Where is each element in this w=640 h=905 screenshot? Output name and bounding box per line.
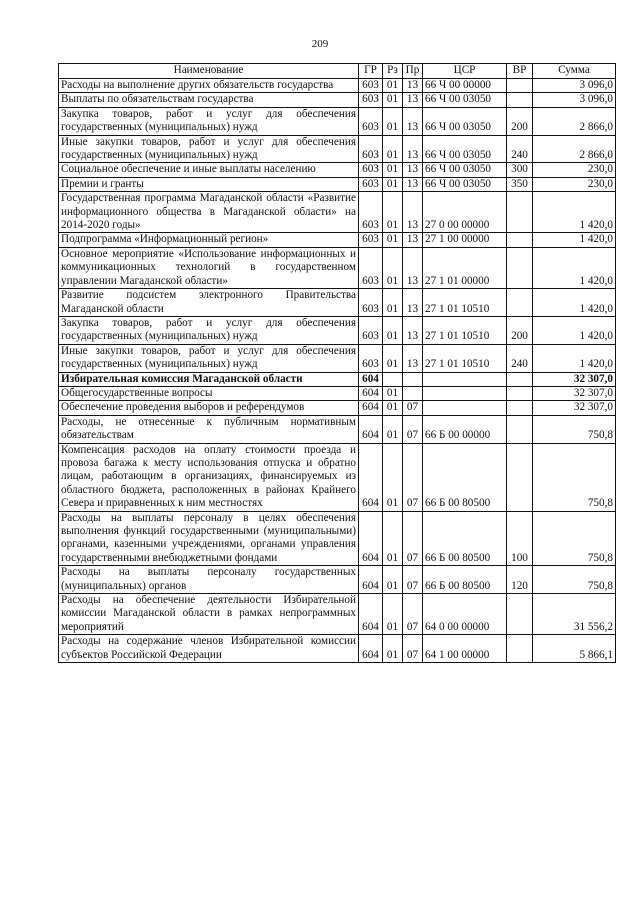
cell-rz: 01: [383, 566, 403, 594]
cell-gr: 603: [359, 192, 383, 233]
cell-gr: 604: [359, 386, 383, 400]
table-row: [59, 163, 616, 177]
cell-gr: 603: [359, 344, 383, 372]
table-row: [59, 289, 616, 317]
cell-name: Расходы на выплаты персоналу в целях обеспечения выполнения функций государственными (муниципальными) органами, казенными учреждениями, органами управления государственными внебюджетными фондами: [59, 511, 359, 566]
cell-rz: 01: [383, 135, 403, 163]
table-row: [59, 415, 616, 443]
cell-gr: 604: [359, 401, 383, 415]
cell-rz: 01: [383, 247, 403, 288]
cell-pr: 13: [403, 316, 423, 344]
cell-csr: 27 1 01 10510: [423, 344, 507, 372]
cell-vr: [507, 401, 533, 415]
cell-rz: 01: [383, 594, 403, 635]
cell-gr: 603: [359, 177, 383, 191]
cell-pr: 13: [403, 107, 423, 135]
cell-rz: 01: [383, 386, 403, 400]
cell-gr: 603: [359, 247, 383, 288]
cell-pr: 13: [403, 163, 423, 177]
table-row: [59, 177, 616, 191]
cell-csr: 66 Б 00 80500: [423, 511, 507, 566]
cell-sum: 5 866,1: [533, 635, 616, 663]
cell-pr: [403, 372, 423, 386]
cell-sum: 750,8: [533, 443, 616, 511]
cell-sum: 32 307,0: [533, 372, 616, 386]
cell-rz: 01: [383, 316, 403, 344]
cell-pr: 13: [403, 79, 423, 93]
cell-vr: 120: [507, 566, 533, 594]
cell-gr: 604: [359, 415, 383, 443]
header-rz: Рз: [383, 64, 403, 79]
table-row: [59, 93, 616, 107]
cell-name: Расходы на содержание членов Избирательной комиссии субъектов Российской Федерации: [59, 635, 359, 663]
cell-name: Иные закупки товаров, работ и услуг для обеспечения государственных (муниципальных) нужд: [59, 344, 359, 372]
cell-vr: [507, 443, 533, 511]
cell-pr: 07: [403, 594, 423, 635]
cell-csr: 66 Ч 00 03050: [423, 177, 507, 191]
cell-csr: 66 Ч 00 00000: [423, 79, 507, 93]
table-row: [59, 135, 616, 163]
cell-pr: 07: [403, 401, 423, 415]
cell-vr: [507, 79, 533, 93]
cell-csr: 66 Б 00 00000: [423, 415, 507, 443]
cell-rz: 01: [383, 401, 403, 415]
cell-vr: [507, 233, 533, 247]
table-row: [59, 233, 616, 247]
cell-rz: 01: [383, 289, 403, 317]
cell-csr: 66 Ч 00 03050: [423, 107, 507, 135]
cell-sum: 230,0: [533, 177, 616, 191]
cell-name: Расходы на выплаты персоналу государственных (муниципальных) органов: [59, 566, 359, 594]
table-row: [59, 443, 616, 511]
cell-name: Основное мероприятие «Использование информационных и коммуникационных технологий в государственном управлении Магаданской области»: [59, 247, 359, 288]
cell-csr: [423, 401, 507, 415]
cell-gr: 603: [359, 163, 383, 177]
cell-pr: 07: [403, 511, 423, 566]
cell-vr: [507, 247, 533, 288]
cell-gr: 603: [359, 93, 383, 107]
cell-pr: 13: [403, 344, 423, 372]
cell-gr: 603: [359, 79, 383, 93]
table-row: [59, 344, 616, 372]
cell-sum: 1 420,0: [533, 233, 616, 247]
cell-gr: 603: [359, 135, 383, 163]
cell-gr: 604: [359, 594, 383, 635]
cell-pr: 07: [403, 566, 423, 594]
header-sum: Сумма: [533, 64, 616, 79]
cell-csr: 27 1 00 00000: [423, 233, 507, 247]
cell-sum: 750,8: [533, 566, 616, 594]
cell-csr: 27 1 01 00000: [423, 247, 507, 288]
table-row: [59, 635, 616, 663]
table-row: [59, 192, 616, 233]
cell-vr: [507, 93, 533, 107]
cell-rz: 01: [383, 635, 403, 663]
cell-pr: 07: [403, 635, 423, 663]
cell-name: Расходы на обеспечение деятельности Избирательной комиссии Магаданской области в рамках непрограммных мероприятий: [59, 594, 359, 635]
cell-csr: 66 Ч 00 03050: [423, 163, 507, 177]
table-row: [59, 372, 616, 386]
cell-pr: 13: [403, 177, 423, 191]
cell-rz: 01: [383, 344, 403, 372]
cell-rz: 01: [383, 177, 403, 191]
cell-name: Государственная программа Магаданской области «Развитие информационного общества в Магаданской области» на 2014-2020 годы»: [59, 192, 359, 233]
cell-vr: 100: [507, 511, 533, 566]
table-row: [59, 594, 616, 635]
cell-gr: 604: [359, 443, 383, 511]
cell-rz: 01: [383, 107, 403, 135]
cell-rz: 01: [383, 233, 403, 247]
cell-sum: 1 420,0: [533, 316, 616, 344]
cell-name: Избирательная комиссия Магаданской области: [59, 372, 359, 386]
cell-csr: 66 Б 00 80500: [423, 566, 507, 594]
cell-vr: [507, 635, 533, 663]
cell-pr: 13: [403, 192, 423, 233]
cell-sum: 1 420,0: [533, 344, 616, 372]
cell-csr: 27 0 00 00000: [423, 192, 507, 233]
cell-name: Социальное обеспечение и иные выплаты населению: [59, 163, 359, 177]
budget-table: [58, 63, 616, 663]
cell-gr: 603: [359, 316, 383, 344]
cell-vr: 300: [507, 163, 533, 177]
cell-sum: 2 866,0: [533, 107, 616, 135]
cell-vr: [507, 372, 533, 386]
header-gr: ГР: [359, 64, 383, 79]
cell-vr: [507, 289, 533, 317]
cell-vr: 240: [507, 135, 533, 163]
cell-csr: 27 1 01 10510: [423, 289, 507, 317]
table-row: [59, 386, 616, 400]
cell-sum: 3 096,0: [533, 93, 616, 107]
cell-csr: [423, 386, 507, 400]
cell-csr: 66 Б 00 80500: [423, 443, 507, 511]
cell-name: Закупка товаров, работ и услуг для обеспечения государственных (муниципальных) нужд: [59, 316, 359, 344]
cell-csr: [423, 372, 507, 386]
cell-vr: 200: [507, 107, 533, 135]
cell-gr: 604: [359, 635, 383, 663]
cell-name: Выплаты по обязательствам государства: [59, 93, 359, 107]
cell-vr: 240: [507, 344, 533, 372]
cell-name: Общегосударственные вопросы: [59, 386, 359, 400]
cell-gr: 604: [359, 511, 383, 566]
cell-name: Подпрограмма «Информационный регион»: [59, 233, 359, 247]
table-row: [59, 107, 616, 135]
cell-sum: 32 307,0: [533, 401, 616, 415]
cell-rz: 01: [383, 443, 403, 511]
cell-pr: 07: [403, 415, 423, 443]
cell-rz: 01: [383, 163, 403, 177]
cell-rz: 01: [383, 192, 403, 233]
cell-rz: 01: [383, 93, 403, 107]
cell-pr: 07: [403, 443, 423, 511]
table-header-row: [59, 64, 616, 79]
cell-rz: 01: [383, 511, 403, 566]
cell-name: Иные закупки товаров, работ и услуг для обеспечения государственных (муниципальных) нужд: [59, 135, 359, 163]
cell-gr: 604: [359, 372, 383, 386]
page-number: 209: [311, 38, 329, 50]
cell-name: Закупка товаров, работ и услуг для обеспечения государственных (муниципальных) нужд: [59, 107, 359, 135]
cell-sum: 31 556,2: [533, 594, 616, 635]
cell-pr: 13: [403, 289, 423, 317]
table-row: [59, 79, 616, 93]
cell-rz: 01: [383, 415, 403, 443]
cell-name: Расходы на выполнение других обязательств государства: [59, 79, 359, 93]
cell-sum: 230,0: [533, 163, 616, 177]
cell-sum: 750,8: [533, 511, 616, 566]
table-row: [59, 247, 616, 288]
cell-pr: 13: [403, 233, 423, 247]
cell-pr: 13: [403, 135, 423, 163]
cell-sum: 1 420,0: [533, 289, 616, 317]
cell-name: Расходы, не отнесенные к публичным нормативным обязательствам: [59, 415, 359, 443]
cell-rz: 01: [383, 79, 403, 93]
cell-sum: 2 866,0: [533, 135, 616, 163]
cell-sum: 1 420,0: [533, 247, 616, 288]
cell-gr: 603: [359, 289, 383, 317]
cell-vr: 350: [507, 177, 533, 191]
cell-sum: 3 096,0: [533, 79, 616, 93]
table-row: [59, 566, 616, 594]
header-pr: Пр: [403, 64, 423, 79]
cell-csr: 64 0 00 00000: [423, 594, 507, 635]
cell-name: Развитие подсистем электронного Правительства Магаданской области: [59, 289, 359, 317]
cell-sum: 750,8: [533, 415, 616, 443]
cell-vr: [507, 594, 533, 635]
cell-sum: 1 420,0: [533, 192, 616, 233]
cell-name: Компенсация расходов на оплату стоимости проезда и провоза багажа к месту использования отпуска и обратно лицам, работающим в организациях, финансируемых из областного бюджета, расположенных в районах Крайнего Севера и приравненных к ним местностях: [59, 443, 359, 511]
cell-gr: 604: [359, 566, 383, 594]
header-csr: ЦСР: [423, 64, 507, 79]
cell-vr: [507, 386, 533, 400]
table-row: [59, 511, 616, 566]
cell-vr: [507, 415, 533, 443]
cell-name: Обеспечение проведения выборов и референдумов: [59, 401, 359, 415]
cell-pr: 13: [403, 93, 423, 107]
cell-name: Премии и гранты: [59, 177, 359, 191]
cell-vr: [507, 192, 533, 233]
cell-csr: 27 1 01 10510: [423, 316, 507, 344]
cell-gr: 603: [359, 233, 383, 247]
header-name: Наименование: [59, 64, 359, 79]
cell-csr: 64 1 00 00000: [423, 635, 507, 663]
table-row: [59, 401, 616, 415]
cell-rz: [383, 372, 403, 386]
cell-csr: 66 Ч 00 03050: [423, 93, 507, 107]
cell-pr: [403, 386, 423, 400]
header-vr: ВР: [507, 64, 533, 79]
cell-vr: 200: [507, 316, 533, 344]
cell-csr: 66 Ч 00 03050: [423, 135, 507, 163]
cell-sum: 32 307,0: [533, 386, 616, 400]
cell-gr: 603: [359, 107, 383, 135]
table-row: [59, 316, 616, 344]
cell-pr: 13: [403, 247, 423, 288]
